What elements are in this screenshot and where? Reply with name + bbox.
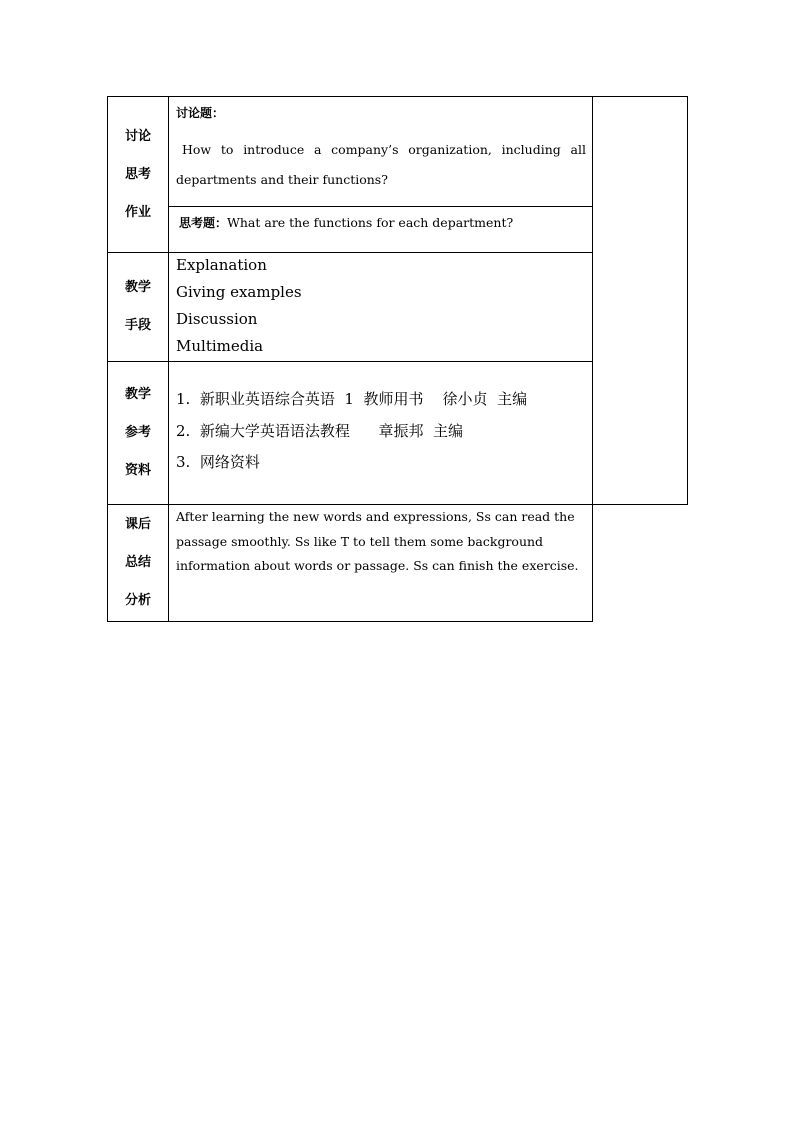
method-item: Multimedia bbox=[176, 337, 264, 355]
method-item: Explanation bbox=[176, 256, 267, 274]
methods-row-label bbox=[108, 253, 169, 362]
label-line: 作业 bbox=[124, 204, 151, 220]
methods-cell bbox=[169, 253, 593, 362]
thinking-text: What are the functions for each department? bbox=[227, 215, 514, 230]
discussion-text: How to introduce a company’s organization, including all departments and their functions? bbox=[176, 142, 586, 187]
discussion-row bbox=[108, 97, 688, 207]
side-column bbox=[593, 97, 688, 505]
label-line: 手段 bbox=[124, 318, 151, 333]
label-line: 总结 bbox=[124, 555, 151, 570]
references-row-label bbox=[108, 362, 169, 505]
summary-text: After learning the new words and expressions, Ss can read the passage smoothly. Ss like T to tell them some background information about words or passage. Ss can finish the exercise. bbox=[176, 509, 579, 573]
reference-item: 2. 新编大学英语语法教程 章振邦 主编 bbox=[176, 421, 463, 440]
label-line: 课后 bbox=[124, 517, 151, 532]
label-line: 资料 bbox=[124, 463, 151, 478]
label-line: 教学 bbox=[124, 280, 151, 295]
label-line: 教学 bbox=[124, 387, 151, 402]
references-cell bbox=[169, 362, 593, 505]
label-line: 思考 bbox=[124, 166, 151, 182]
discussion-question-cell bbox=[169, 97, 593, 207]
summary-row-label bbox=[108, 505, 169, 622]
reference-item: 3. 网络资料 bbox=[176, 453, 260, 471]
summary-row bbox=[108, 505, 688, 622]
lesson-plan-table bbox=[107, 96, 688, 622]
discussion-row-label bbox=[108, 97, 169, 253]
thinking-title: 思考题： bbox=[179, 216, 228, 230]
label-line: 参考 bbox=[124, 425, 151, 440]
method-item: Giving examples bbox=[176, 283, 302, 301]
thinking-question-cell bbox=[169, 207, 593, 253]
summary-cell bbox=[169, 505, 593, 622]
reference-item: 1. 新职业英语综合英语 1 教师用书 徐小贞 主编 bbox=[176, 390, 528, 408]
discussion-title: 讨论题： bbox=[176, 106, 225, 120]
method-item: Discussion bbox=[176, 310, 258, 328]
label-line: 分析 bbox=[124, 593, 151, 608]
label-line: 讨论 bbox=[124, 128, 151, 144]
